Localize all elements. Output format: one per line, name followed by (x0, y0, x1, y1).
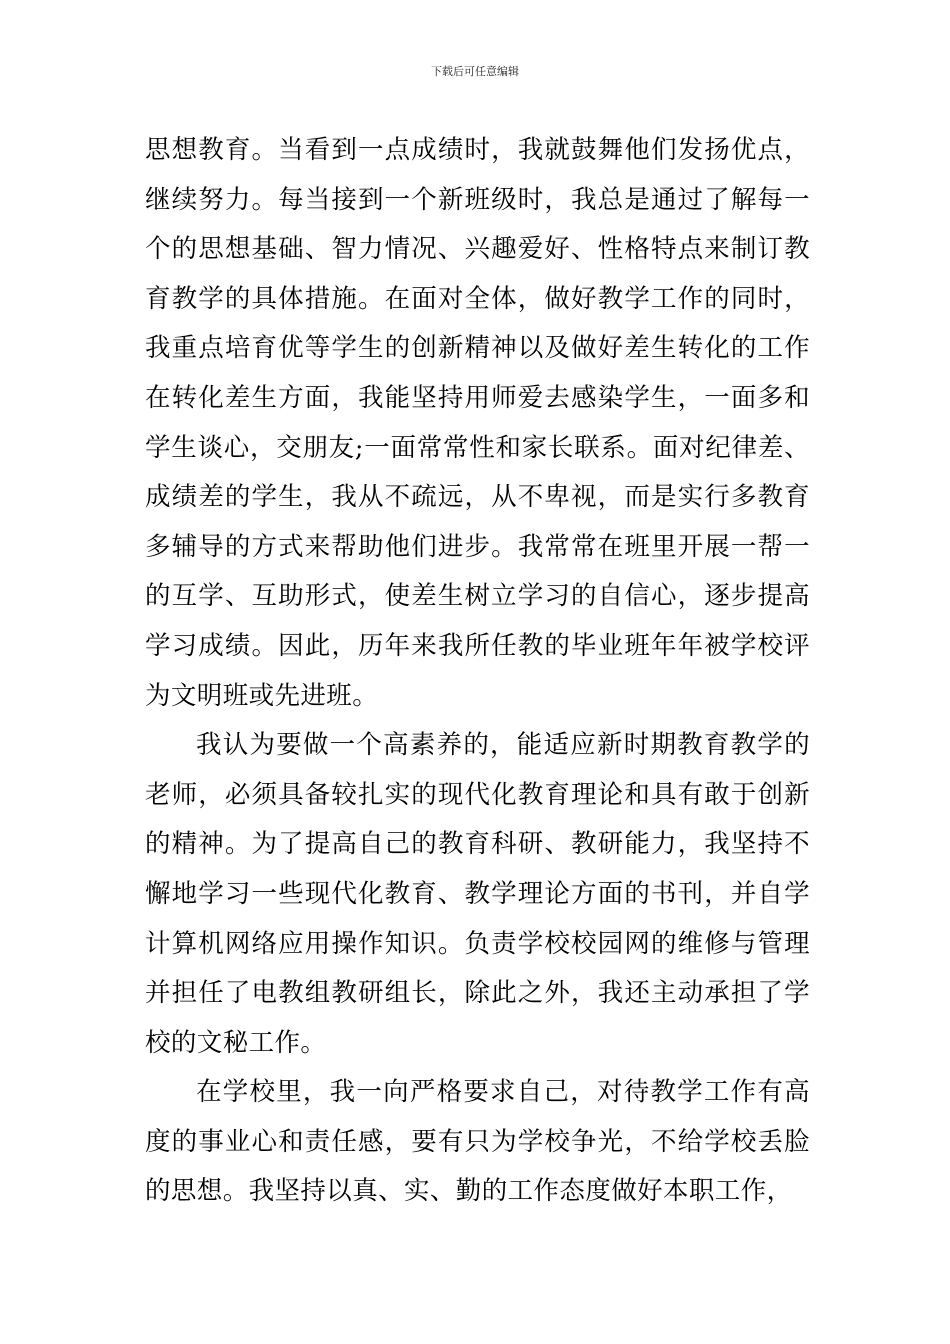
paragraph-2: 我认为要做一个高素养的，能适应新时期教育教学的老师，必须具备较扎实的现代化教育理论和具有敢于创新的精神。为了提高自己的教育科研、教研能力，我坚持不懈地学习一些现代化教育、教学理论方面的书刊，并自学计算机网络应用操作知识。负责学校校园网的维修与管理并担任了电教组教研组长，除此之外，我还主动承担了学校的文秘工作。 (145, 730, 810, 1058)
paragraph-3: 在学校里，我一向严格要求自己，对待教学工作有高度的事业心和责任感，要有只为学校争光，不给学校丢脸的思想。我坚持以真、实、勤的工作态度做好本职工作， (145, 1077, 810, 1207)
paragraph-1: 思想教育。当看到一点成绩时，我就鼓舞他们发扬优点，继续努力。每当接到一个新班级时，我总是通过了解每一个的思想基础、智力情况、兴趣爱好、性格特点来制订教育教学的具体措施。在面对全体，做好教学工作的同时，我重点培育优等学生的创新精神以及做好差生转化的工作在转化差生方面，我能坚持用师爱去感染学生，一面多和学生谈心，交朋友;一面常常性和家长联系。面对纪律差、成绩差的学生，我从不疏远，从不卑视，而是实行多教育多辅导的方式来帮助他们进步。我常常在班里开展一帮一的互学、互助形式，使差生树立学习的自信心，逐步提高学习成绩。因此，历年来我所任教的毕业班年年被学校评为文明班或先进班。 (145, 135, 810, 711)
page-header: 下载后可任意编辑 (431, 65, 519, 78)
document-body (145, 126, 810, 1217)
